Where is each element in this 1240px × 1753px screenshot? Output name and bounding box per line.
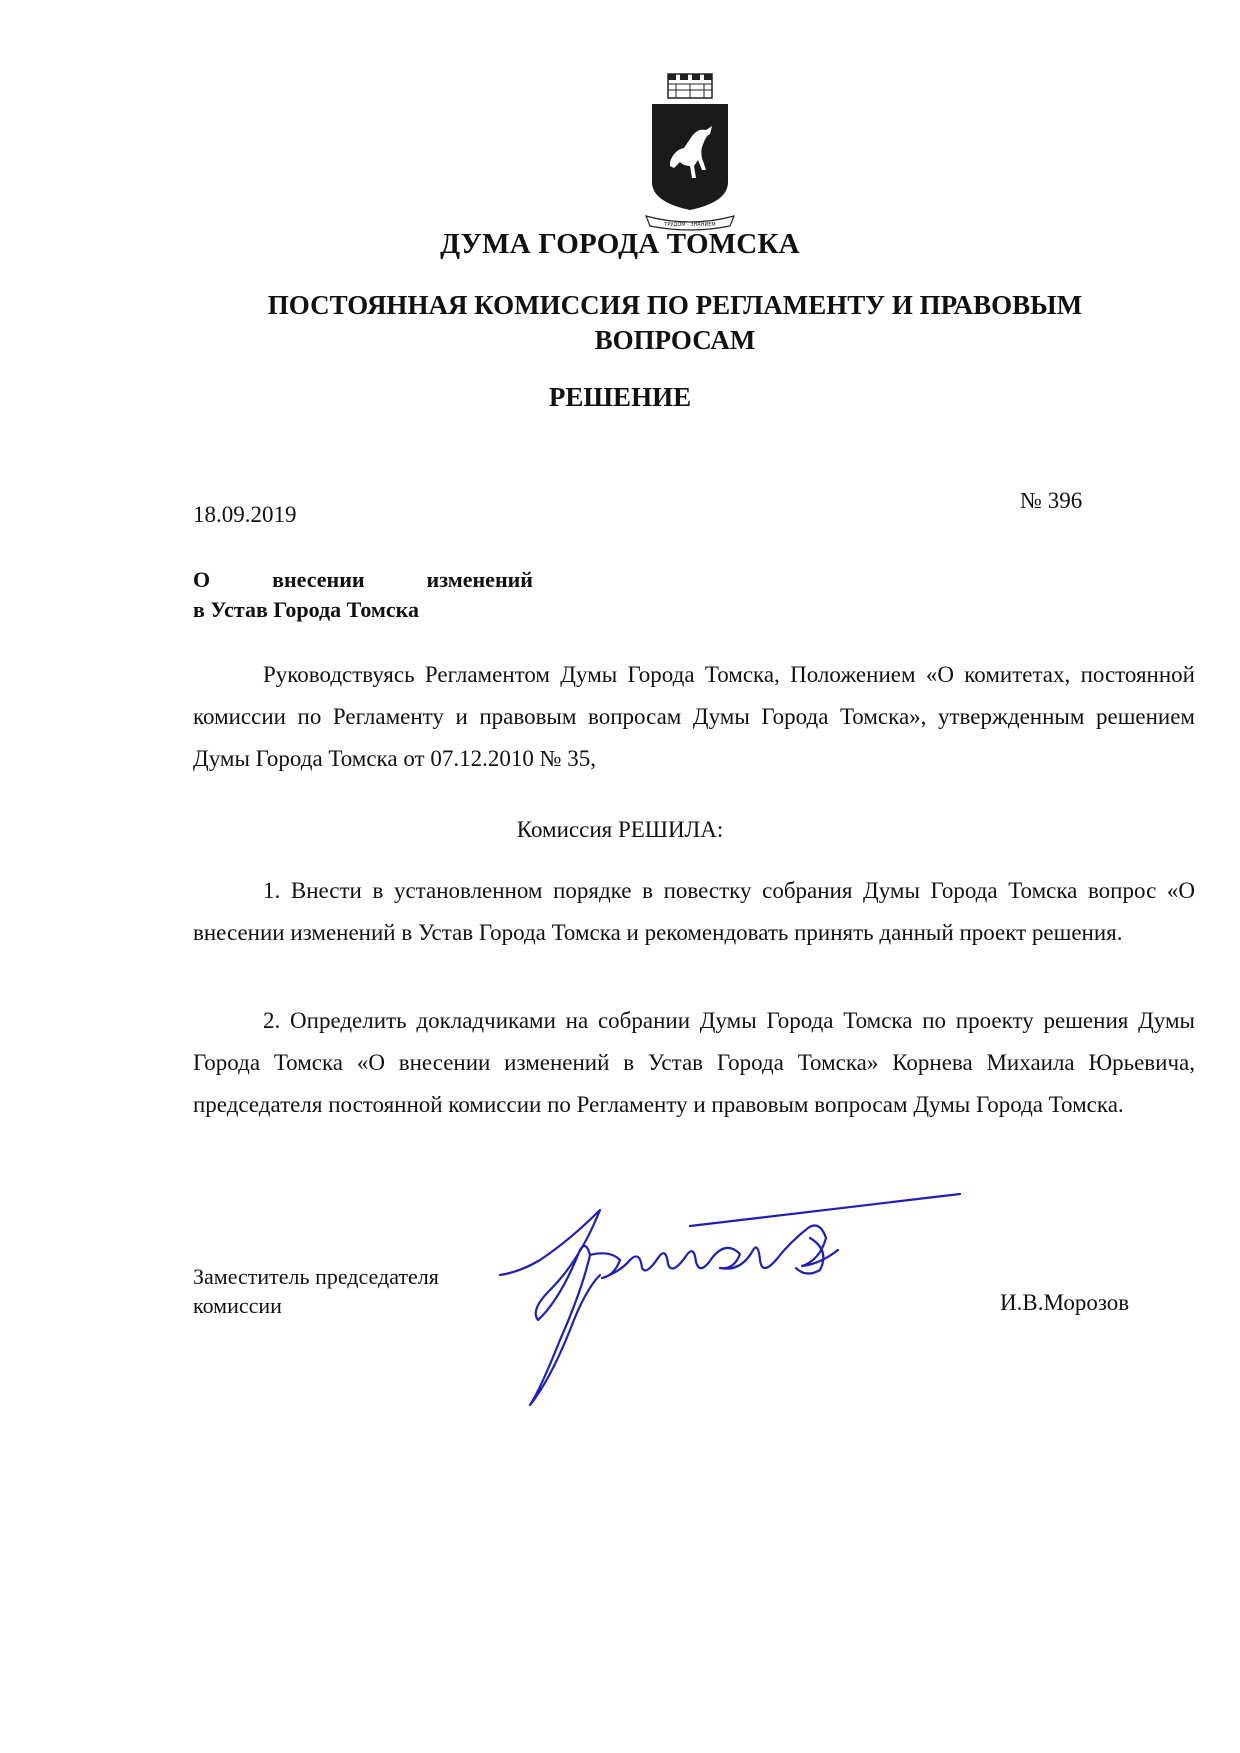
signatory-title-line-1: Заместитель председателя	[193, 1264, 439, 1289]
resolution-item-1: 1. Внести в установленном порядке в повестку собрания Думы Города Томска вопрос «О внесении изменений в Устав Города Томска и рекомендовать принять данный проект решения.	[193, 878, 1195, 945]
svg-text:ТРУДОМ · ЗНАНИЕМ: ТРУДОМ · ЗНАНИЕМ	[664, 222, 716, 228]
tomsk-coat-of-arms-icon	[640, 70, 740, 232]
document-subject	[193, 565, 533, 625]
signatory-title	[193, 1262, 439, 1320]
coat-of-arms-emblem	[640, 70, 740, 232]
subject-line-2: в Устав Города Томска	[193, 597, 420, 622]
organization-title: ДУМА ГОРОДА ТОМСКА	[440, 228, 800, 260]
commission-title: ПОСТОЯННАЯ КОМИССИЯ ПО РЕГЛАМЕНТУ И ПРАВОВЫМ ВОПРОСАМ	[267, 290, 1083, 355]
document-date: 18.09.2019	[193, 502, 297, 527]
resolved-heading: Комиссия РЕШИЛА:	[516, 817, 724, 842]
subject-word: изменений	[426, 567, 533, 592]
signature-icon	[490, 1180, 970, 1420]
resolution-item-2: 2. Определить докладчиками на собрании Думы Города Томска по проекту решения Думы Города Томска «О внесении изменений в Устав Города Томска» Корнева Михаила Юрьевича, председателя постоянной комиссии по Регламенту и правовым вопросам Думы Города Томска.	[193, 1008, 1195, 1117]
intro-paragraph: Руководствуясь Регламентом Думы Города Томска, Положением «О комитетах, постоянной комиссии по Регламенту и правовым вопросам Думы Города Томска», утвержденным решением Думы Города Томска от 07.12.2010 № 35,	[193, 662, 1195, 771]
signatory-title-line-2: комиссии	[193, 1293, 282, 1318]
subject-word: внесении	[272, 567, 365, 592]
subject-word: О	[193, 567, 211, 592]
document-number: № 396	[1020, 488, 1083, 513]
signatory-name: И.В.Морозов	[1000, 1290, 1130, 1315]
handwritten-signature	[490, 1180, 970, 1420]
document-type: РЕШЕНИЕ	[548, 382, 692, 412]
